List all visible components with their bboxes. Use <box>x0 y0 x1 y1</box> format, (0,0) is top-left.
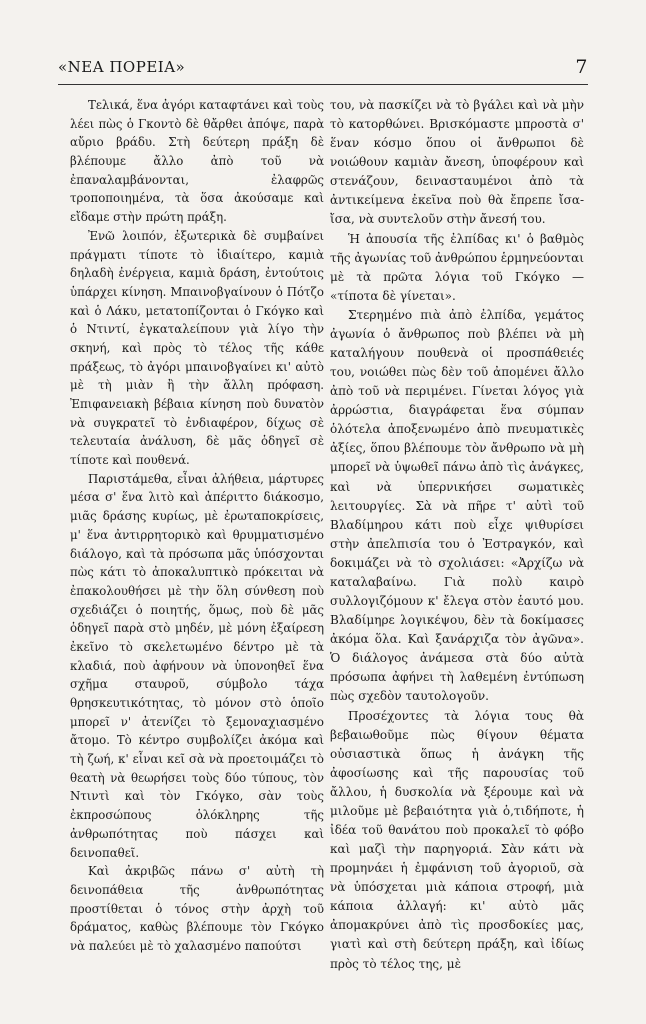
header-rule <box>58 84 588 85</box>
paragraph: Προσέχοντες τὰ λόγια τους θὰ βεβαιωθοῦμε πὼς θίγουν θέματα οὐσιαστικὰ ὅπως ἡ ἀνάγκη τῆς ἀφοσίωσης καὶ τῆς παρουσίας τοῦ ἄλλου, ἡ δυσκολία νὰ ξέρουμε καὶ νὰ μιλοῦμε μὲ βεβαιότητα γιὰ ὁ,τιδήποτε, ἡ ἰδέα τοῦ θανάτου ποὺ προκαλεῖ τὸ φόβο καὶ μαζὶ τὴν παρηγοριά. Σὰν κάτι νὰ προμηνάει ἡ ἐμφάνιση τοῦ ἀγοριοῦ, σὰ νὰ ὑπόσχεται μιὰ κάποια στροφή, μιὰ κάποια ἀλλαγή: κι' αὐτὸ μᾶς ἀπομακρύνει ἀπὸ τὶς προσδοκίες μας, γιατὶ καὶ στὴ δεύτερη πράξη, καὶ ἰδίως πρὸς τὸ τέλος της, μὲ <box>330 708 584 971</box>
paragraph: Καὶ ἀκριβῶς πάνω σ' αὐτὴ τὴ δεινοπάθεια τῆς ἀνθρωπότητας προστίθεται ὁ τόνος στὴν ἀρχὴ τοῦ δράματος, καθὼς βλέπουμε τὸν Γκόγκο νὰ παλεύει μὲ τὸ χαλασμένο παπούτσι <box>70 864 324 953</box>
right-column <box>330 96 584 974</box>
page-number: 7 <box>575 56 588 78</box>
left-column <box>70 96 324 956</box>
running-title: «ΝΕΑ ΠΟΡΕΙΑ» <box>58 58 186 76</box>
paragraph: Ἡ ἀπουσία τῆς ἐλπίδας κι' ὁ βαθμὸς τῆς ἀγωνίας τοῦ ἀνθρώπου ἑρμηνεύονται μὲ τὰ πρῶτα λόγια τοῦ Γκόγκο — «τίποτα δὲ γίνεται». <box>330 231 584 303</box>
paragraph: Παριστάμεθα, εἶναι ἀλήθεια, μάρτυρες μέσα σ' ἕνα λιτὸ καὶ ἀπέριττο διάκοσμο, μιᾶς δράσης κυρίως, μὲ ἐρωταποκρίσεις, μ' ἕνα ἀντιρρητορικὸ καὶ θρυμματισμένο διάλογο, καὶ τὰ πρόσωπα μᾶς ὑπόσχονται πὼς κάτι τὸ ἀποκαλυπτικὸ πρόκειται νὰ ἐπακολουθήσει μὲ τὴν ὅλη σύνθεση ποὺ σχεδιάζει ὁ ποιητής, ὅμως, ποὺ δὲ μᾶς ὁδηγεῖ παρὰ στὸ μηδέν, μὲ μόνη ἐξαίρεση ἐκεῖνο τὸ σκελετωμένο δέντρο μὲ τὰ κλαδιά, ποὺ ἀφήνουν νὰ ὑπονοηθεῖ ἕνα σχῆμα σταυροῦ, σύμβολο τάχα θρησκευτικότητας, τὸ μόνον στὸ ὁποῖο μπορεῖ ν' ἀτενίζει τὸ ξεμοναχιασμένο ἄτομο. Τὸ κέντρο συμβολίζει ἀκόμα καὶ τὴ ζωή, κ' εἶναι κεῖ σὰ νὰ προετοιμάζει τὸ θεατὴ νὰ θεωρήσει τοὺς δύο τύπους, τὸν Ντιντὶ καὶ τὸν Γκόγκο, σὰν τοὺς ἐκπροσώπους ὁλόκληρης τῆς ἀνθρωπότητας ποὺ πάσχει καὶ δεινοπαθεῖ. <box>70 471 324 860</box>
paragraph: Τελικά, ἕνα ἀγόρι καταφτάνει καὶ τοὺς λέει πὼς ὁ Γκοντὸ δὲ θἄρθει ἀπόψε, παρὰ αὔριο βράδυ. Στὴ δεύτερη πράξη δὲ βλέπουμε ἄλλο ἀπὸ τοῦ νὰ ἐπαναλαμβάνονται, ἐλαφρῶς τροποποιημένα, τὰ ὅσα ἀκούσαμε καὶ εἴδαμε στὴν πρώτη πράξη. <box>70 98 324 225</box>
paragraph: Ἐνῶ λοιπόν, ἐξωτερικὰ δὲ συμβαίνει πράγματι τίποτε τὸ ἰδιαίτερο, καμιὰ δηλαδὴ ἐνέργεια, καμιὰ δράση, ἐντούτοις ὑπάρχει κίνηση. Μπαινοβγαίνουν ὁ Πότζο καὶ ὁ Λάκυ, μετατοπίζονται ὁ Γκόγκο καὶ ὁ Ντιντί, ἐγκαταλείπουν γιὰ λίγο τὴν σκηνή, καὶ πρὸς τὸ τέλος τῆς κάθε πράξεως, τὸ ἀγόρι μπαινοβγαίνει κι' αὐτὸ μὲ τὴ μιὰν ἢ τὴν ἄλλη πρόφαση. Ἐπιφανειακὴ βέβαια κίνηση ποὺ δυνατὸν νὰ συγκρατεῖ τὸ ἐνδιαφέρον, δίχως σὲ τελευταία ἀνάλυση, δὲ μᾶς ὁδηγεῖ σὲ τίποτε καὶ πουθενά. <box>70 228 324 468</box>
paragraph: του, νὰ πασκίζει νὰ τὸ βγάλει καὶ νὰ μὴν τὸ κατορθώνει. Βρισκόμαστε μπροστὰ σ' ἕναν κόσμο ὅπου οἱ ἄνθρωποι δὲ νοιώθουν καμιὰν ἄνεση, ὑποφέρουν καὶ στενάζουν, δεινασταυμένοι ἀπὸ τὰ ἀντικείμενα ἐκεῖνα ποὺ θὰ ἔπρεπε ἴσα-ἴσα, νὰ συντελοῦν στὴν ἄνεσή του. <box>330 98 584 227</box>
paragraph: Στερημένο πιὰ ἀπὸ ἐλπίδα, γεμάτος ἀγωνία ὁ ἄνθρωπος ποὺ βλέπει νὰ μὴ καταλήγουν πουθενὰ οἱ προσπάθειές του, νοιώθει πὼς δὲν τοῦ ἀπομένει ἄλλο ἀπὸ τοῦ νὰ περιμένει. Γίνεται λόγος γιὰ ἀρρώστια, διαγράφεται ἕνα σύμπαν ὁλότελα ἀποξενωμένο ἀπὸ πνευματικὲς ἀξίες, ὅπου βλέπουμε τὸν ἄνθρωπο νὰ μὴ μπορεῖ νὰ ὑψωθεῖ πάνω ἀπὸ τὶς ἀνάγκες, καὶ νὰ ὑπερνικήσει σωματικὲς λειτουργίες. Σὰ νὰ πῆρε τ' αὐτὶ τοῦ Βλαδίμηρου κάτι ποὺ εἶχε ψιθυρίσει στὴν ἀπελπισία του ὁ Ἐστραγκόν, καὶ δοκιμάζει νὰ τὸ σχολιάσει: «Ἀρχίζω νὰ καταλαβαίνω. Γιὰ πολὺ καιρὸ συλλογιζόμουν κ' ἔλεγα στὸν ἑαυτό μου. Βλαδίμηρε λογικέψου, δὲν τὰ δοκίμασες ἀκόμα ὅλα. Καὶ ξανάρχιζα τὸν ἀγῶνα». Ὁ διάλογος ἀνάμεσα στὰ δύο αὐτὰ πρόσωπα ἀφήνει τὴ λαθεμένη ἐντύπωση πὼς σχεδὸν ταυτολογοῦν. <box>330 307 584 704</box>
